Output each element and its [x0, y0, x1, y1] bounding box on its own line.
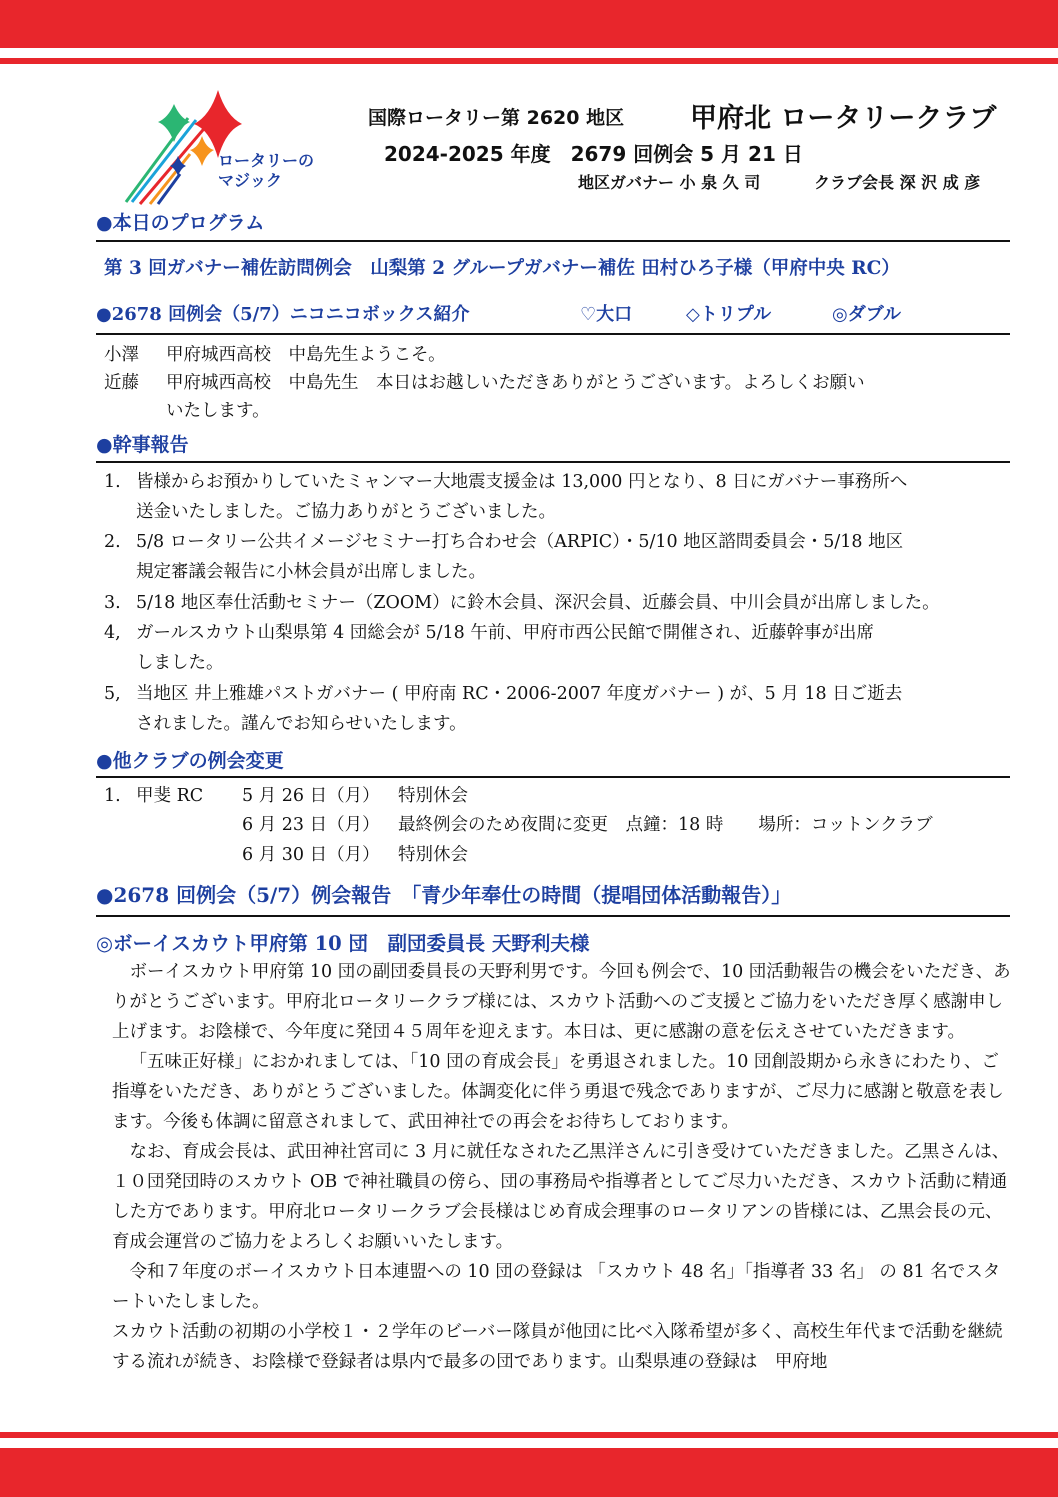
- paragraph: ボーイスカウト甲府第 10 団の副団委員長の天野利男です。今回も例会で、10 団活動報告の機会をいただき、ありがとうございます。甲府北ロータリークラブ様には、スカウト活動へのご支援とご協力をいただき厚く感謝申し上げます。お陰様で、今年度に発団４５周年を迎えます。本日は、更に感謝の意を伝えさせていただきます。: [112, 962, 1011, 1042]
- paragraph: なお、育成会長は、武田神社宮司に 3 月に就任なされた乙黒洋さんに引き受けていただきました。乙黒さんは、１０団発団時のスカウト OB で神社職員の傍ら、団の事務局や指導者としてご尽力いただき、スカウト活動に精通した方であります。甲府北ロータリークラブ会長様はじめ育成会理事のロータリアンの皆様には、乙黒会長の元、育成会運営のご協力をよろしくお願いいたします。: [112, 1142, 1010, 1252]
- other-clubs-heading: ●他クラブの例会変更: [96, 750, 284, 772]
- legend-triple: ◇トリプル: [686, 304, 772, 325]
- member-message-cont: いたします。: [166, 401, 270, 421]
- club-name: 甲府北 ロータリークラブ: [690, 103, 997, 134]
- rotary-magic-logo: [118, 84, 338, 206]
- speaker-line: ◎ボーイスカウト甲府第 10 団 副団委員長 天野利夫様: [96, 932, 590, 955]
- paragraph: 令和７年度のボーイスカウト日本連盟への 10 団の登録は 「スカウト 48 名」「指導者 33 名」 の 81 名でスタートいたしました。: [112, 1262, 1001, 1312]
- divider: [96, 461, 1010, 463]
- club-president: クラブ会長 深 沢 成 彦: [814, 173, 981, 192]
- bottom-red-band: [0, 1448, 1058, 1497]
- logo-text-line1: ロータリーの: [218, 151, 315, 170]
- secretary-report-heading: ●幹事報告: [96, 434, 189, 456]
- program-title: 第 3 回ガバナー補佐訪問例会 山梨第 2 グループガバナー補佐 田村ひろ子様（甲府中央 RC）: [104, 258, 900, 279]
- change-cell: 特別休会: [398, 786, 468, 806]
- legend-big: ♡大口: [580, 304, 633, 325]
- legend-double: ◎ダブル: [832, 304, 901, 325]
- smile-box-heading: ●2678 回例会（5/7）ニコニコボックス紹介: [96, 304, 470, 325]
- date-cell: 5 月 26 日（月）: [242, 786, 380, 806]
- club-name-cell: 甲斐 RC: [136, 786, 204, 806]
- member-message: 甲府城西高校 中島先生 本日はお越しいただきありがとうございます。よろしくお願い: [166, 373, 865, 393]
- program-heading: ●本日のプログラム: [96, 212, 265, 234]
- divider: [96, 776, 1010, 778]
- divider: [96, 333, 1010, 335]
- paragraph: 「五味正好様」におかれましては、「10 団の育成会長」を勇退されました。10 団創設期から永きにわたり、ご指導をいただき、ありがとうございました。体調変化に伴う勇退で残念でありますが、ご尽力に感謝と敬意を表します。今後も体調に留意されまして、武田神社での再会をお待ちしております。: [112, 1052, 1004, 1132]
- top-red-stripe: [0, 58, 1058, 64]
- member-name: 近藤: [104, 373, 139, 393]
- paragraph: スカウト活動の初期の小学校１・２学年のビーバー隊員が他団に比べ入隊希望が多く、高校生年代まで活動を継続する流れが続き、お陰様で登録者は県内で最多の団であります。山梨県連の登録は 甲府地: [112, 1322, 1003, 1372]
- bottom-red-stripe: [0, 1432, 1058, 1438]
- meeting-line: 2024-2025 年度 2679 回例会 5 月 21 日: [384, 142, 803, 166]
- date-cell: 6 月 30 日（月）: [242, 845, 380, 865]
- divider: [96, 240, 1010, 242]
- district-line: 国際ロータリー第 2620 地区: [368, 107, 625, 129]
- change-cell: 最終例会のため夜間に変更 点鐘：18 時 場所：コットンクラブ: [398, 815, 933, 835]
- change-cell: 特別休会: [398, 845, 468, 865]
- meeting-report-heading: ●2678 回例会（5/7）例会報告 「青少年奉仕の時間（提唱団体活動報告）」: [96, 883, 792, 907]
- top-red-band: [0, 0, 1058, 48]
- report-body: [112, 957, 1012, 1377]
- governor-name: 地区ガバナー 小 泉 久 司: [578, 173, 761, 192]
- logo-text-line2: マジック: [218, 171, 283, 190]
- member-name: 小澤: [104, 345, 139, 365]
- date-cell: 6 月 23 日（月）: [242, 815, 380, 835]
- divider: [96, 915, 1010, 917]
- member-message: 甲府城西高校 中島先生ようこそ。: [166, 345, 446, 365]
